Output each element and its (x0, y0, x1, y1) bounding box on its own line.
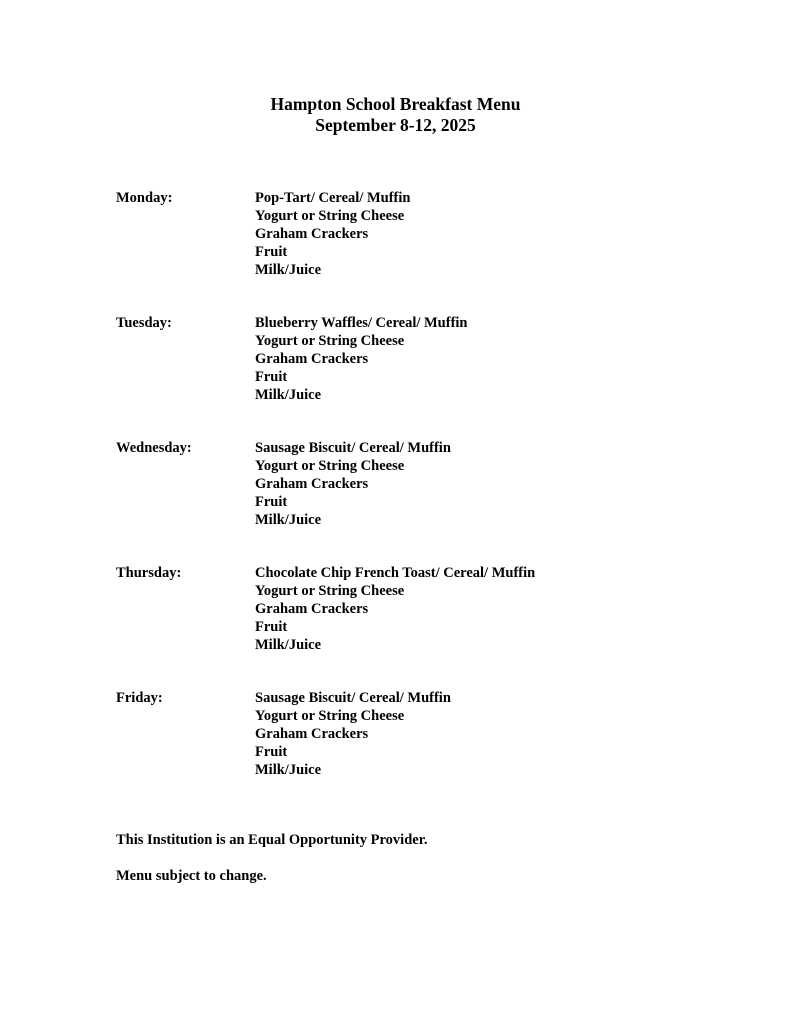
menu-item: Fruit (255, 619, 288, 635)
page-title: Hampton School Breakfast Menu (270, 94, 521, 114)
menu-item: Yogurt or String Cheese (255, 208, 405, 224)
menu-items (255, 689, 451, 779)
day-label: Friday: (116, 690, 163, 706)
menu-item: Blueberry Waffles/ Cereal/ Muffin (255, 315, 468, 331)
menu-disclaimer: Menu subject to change. (116, 868, 267, 884)
menu-item: Sausage Biscuit/ Cereal/ Muffin (255, 690, 451, 706)
menu-item: Pop-Tart/ Cereal/ Muffin (255, 190, 411, 206)
menu-item: Graham Crackers (255, 726, 369, 742)
menu-item: Milk/Juice (255, 512, 322, 528)
date-range: September 8-12, 2025 (315, 115, 476, 135)
menu-item: Graham Crackers (255, 476, 369, 492)
menu-item: Yogurt or String Cheese (255, 583, 405, 599)
menu-item: Yogurt or String Cheese (255, 458, 405, 474)
menu-items (255, 314, 468, 404)
menu-item: Fruit (255, 244, 288, 260)
day-label: Thursday: (116, 565, 182, 581)
menu-item: Milk/Juice (255, 762, 322, 778)
menu-item: Graham Crackers (255, 351, 369, 367)
menu-item: Chocolate Chip French Toast/ Cereal/ Muffin (255, 565, 536, 581)
menu-item: Graham Crackers (255, 226, 369, 242)
menu-items (255, 564, 535, 654)
menu-items (255, 439, 451, 529)
menu-item: Graham Crackers (255, 601, 369, 617)
menu-item: Fruit (255, 744, 288, 760)
menu-item: Milk/Juice (255, 387, 322, 403)
menu-item: Yogurt or String Cheese (255, 708, 405, 724)
menu-items (255, 189, 410, 279)
menu-item: Sausage Biscuit/ Cereal/ Muffin (255, 440, 451, 456)
day-label: Monday: (116, 190, 173, 206)
equal-opportunity-statement: This Institution is an Equal Opportunity Provider. (116, 832, 428, 848)
menu-item: Yogurt or String Cheese (255, 333, 405, 349)
day-label: Wednesday: (116, 440, 192, 456)
title-block (0, 94, 791, 136)
menu-item: Milk/Juice (255, 637, 322, 653)
menu-item: Milk/Juice (255, 262, 322, 278)
day-label: Tuesday: (116, 315, 172, 331)
menu-item: Fruit (255, 494, 288, 510)
menu-item: Fruit (255, 369, 288, 385)
